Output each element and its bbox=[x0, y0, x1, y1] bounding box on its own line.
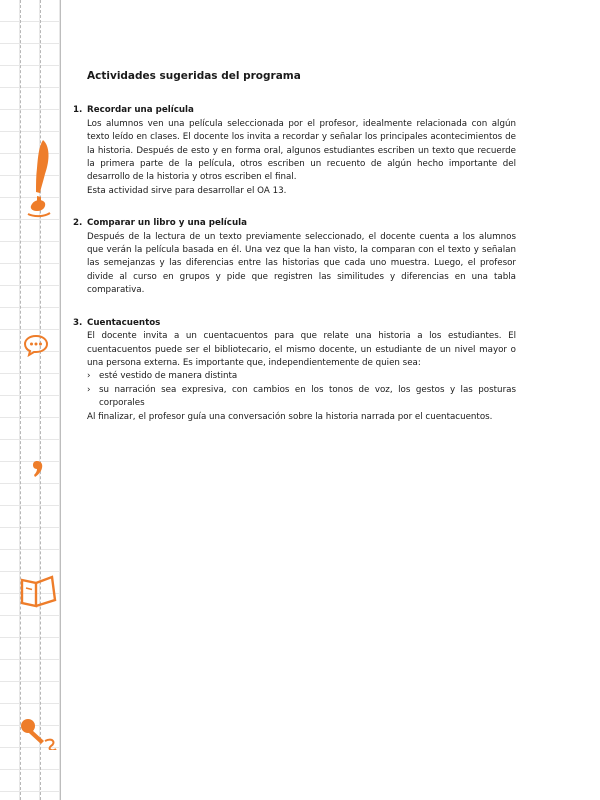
section-title: Comparar un libro y una película bbox=[87, 218, 247, 229]
section-number: 2. bbox=[73, 218, 83, 229]
bullet-marker: › bbox=[87, 371, 91, 382]
paragraph: Esta actividad sirve para desarrollar el OA 13. bbox=[87, 185, 287, 196]
comma-icon bbox=[32, 459, 46, 479]
section-heading bbox=[73, 317, 516, 330]
speech-bubble-icon bbox=[24, 333, 48, 357]
section-heading bbox=[73, 217, 516, 230]
bullet-text: esté vestido de manera distinta bbox=[99, 371, 238, 382]
section-title: Cuentacuentos bbox=[87, 317, 161, 328]
section-heading bbox=[73, 104, 516, 117]
activity-section bbox=[73, 317, 516, 424]
bullet-text: su narración sea expresiva, con cambios en los tonos de voz, los gestos y las posturas corporales bbox=[99, 384, 516, 409]
section-body bbox=[87, 118, 516, 198]
activity-section bbox=[73, 217, 516, 297]
margin-solid-line bbox=[60, 0, 61, 800]
paragraph: El docente invita a un cuentacuentos para que relate una historia a los estudiantes. El cuentacuentos puede ser el bibliotecario, el mismo docente, un estudiante de un nivel mayor o una persona externa. Es importante que, independientemente de quien sea: bbox=[87, 331, 516, 368]
book-icon bbox=[18, 574, 58, 610]
margin-dashed-line bbox=[40, 0, 41, 800]
section-title: Recordar una película bbox=[87, 105, 194, 116]
paragraph: Los alumnos ven una película seleccionada por el profesor, idealmente relacionada con algún texto leído en clases. El docente los invita a recordar y señalar los principales acontecimientos de la historia. Después de esto y en forma oral, algunos estudiantes escriben un texto que recuerde la primera parte de la película, otros escriben un recuento de algún hecho importante del desarrollo de la historia y otros escriben el final. bbox=[87, 118, 516, 183]
paragraph: Al finalizar, el profesor guía una conversación sobre la historia narrada por el cuentacuentos. bbox=[87, 411, 493, 422]
paragraph: Después de la lectura de un texto previamente seleccionado, el docente cuenta a los alumnos que verán la película basada en él. Una vez que la han visto, la comparan con el texto y señalan las semejanzas y las diferencias entre las historias que cada uno muestra. Luego, el profesor divide al curso en grupos y pide que registren las similitudes y diferencias en una tabla comparativa. bbox=[87, 231, 516, 296]
page-title: Actividades sugeridas del programa bbox=[87, 70, 301, 82]
section-number: 1. bbox=[73, 105, 83, 116]
section-body bbox=[87, 330, 516, 424]
pen-icon bbox=[24, 138, 60, 220]
margin-dashed-line bbox=[20, 0, 21, 800]
margin-grid bbox=[0, 0, 60, 800]
microphone-icon bbox=[18, 716, 58, 750]
list-item bbox=[87, 384, 516, 411]
document-content bbox=[73, 70, 516, 443]
list-item bbox=[87, 370, 516, 383]
section-body bbox=[87, 231, 516, 298]
bullet-marker: › bbox=[87, 384, 91, 395]
activity-section bbox=[73, 104, 516, 198]
section-number: 3. bbox=[73, 317, 83, 328]
